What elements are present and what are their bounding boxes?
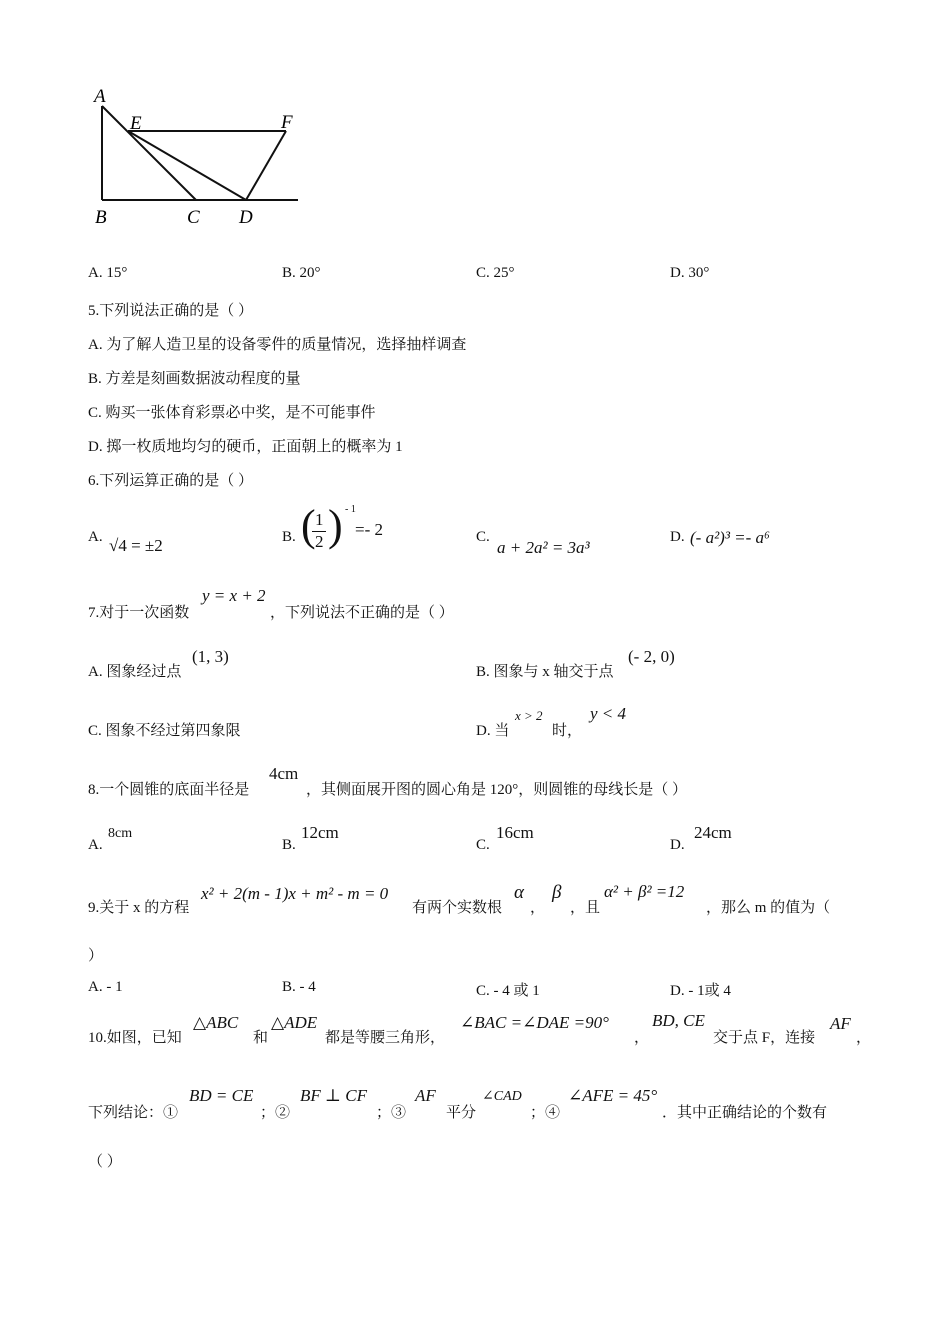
label-b: B — [95, 207, 107, 228]
q10-stem-mid2: 交于点 F，连接 — [713, 1030, 816, 1046]
q8-option-a-value: 8cm — [108, 826, 133, 841]
q7-option-b-point: (- 2, 0) — [628, 647, 675, 666]
q8-option-d-value: 24cm — [694, 823, 732, 842]
q9-option-d: D. - 1或 4 — [670, 983, 731, 999]
q4-option-d: D. 30° — [670, 265, 710, 281]
q5-option-b: B. 方差是刻画数据波动程度的量 — [88, 371, 301, 387]
q6-option-c-label: C. — [476, 529, 490, 545]
q10-angles: ∠BAC =∠DAE =90° — [460, 1013, 609, 1032]
q10-paren: （ ） — [88, 1154, 122, 1170]
q10-lines: BD, CE — [652, 1011, 705, 1030]
q10-comma: ， — [634, 1030, 650, 1046]
q10-af: AF — [830, 1014, 851, 1033]
q7-option-a-point: (1, 3) — [192, 647, 229, 666]
q8-option-c-value: 16cm — [496, 823, 534, 842]
q8-stem-post: ，其侧面展开图的圆心角是 120°，则圆锥的母线长是（ ） — [306, 782, 688, 798]
q10-conclusions-pre: 下列结论：① — [88, 1105, 179, 1121]
q9-alpha: α — [514, 882, 524, 903]
q5-option-d: D. 掷一枚质地均匀的硬币，正面朝上的概率为 1 — [88, 439, 403, 455]
left-paren: ( — [301, 501, 316, 550]
q9-condition: α² + β² =12 — [604, 882, 685, 901]
q8-option-b-label: B. — [282, 837, 296, 853]
q6-option-b-label: B. — [282, 529, 296, 545]
q6-option-d-label: D. — [670, 529, 685, 545]
q8-stem-pre: 8.一个圆锥的底面半径是 — [88, 782, 250, 798]
q9-equation: x² + 2(m - 1)x + m² - m = 0 — [201, 884, 389, 903]
q7-option-c-text: C. 图象不经过第四象限 — [88, 723, 241, 739]
q5-option-a: A. 为了解人造卫星的设备零件的质量情况，选择抽样调查 — [88, 337, 467, 353]
q9-option-b: B. - 4 — [282, 979, 316, 995]
q8-option-a-label: A. — [88, 837, 103, 853]
geometry-figure — [88, 80, 308, 240]
q5-stem: 5.下列说法正确的是（ ） — [88, 303, 254, 319]
right-paren: ) — [328, 501, 343, 550]
q10-sep-3: ；③ — [376, 1105, 407, 1121]
q8-option-d-label: D. — [670, 837, 685, 853]
q9-option-c: C. - 4 或 1 — [476, 983, 540, 999]
q7-option-d-condition: x > 2 — [515, 708, 543, 723]
q10-conclusion-3c: ∠CAD — [482, 1089, 522, 1104]
q8-option-c-label: C. — [476, 837, 490, 853]
q4-option-a: A. 15° — [88, 265, 128, 281]
q10-conclusion-3b: 平分 — [446, 1105, 477, 1121]
segment-fd — [246, 131, 286, 200]
q10-triangle-abc: △ABC — [193, 1013, 239, 1032]
q7-option-b-text: B. 图象与 x 轴交于点 — [476, 664, 614, 680]
b-rhs: =- 2 — [355, 520, 383, 539]
q7-stem-pre: 7.对于一次函数 — [88, 605, 190, 621]
q6-stem: 6.下列运算正确的是（ ） — [88, 473, 254, 489]
fraction-denominator: 2 — [315, 532, 324, 551]
q10-conclusion-4: ∠AFE = 45° — [568, 1086, 658, 1105]
q9-stem-post: ，那么 m 的值为（ — [706, 900, 831, 916]
q7-option-d-result: y < 4 — [590, 704, 627, 723]
q7-option-d-mid: 时， — [552, 723, 583, 739]
q10-conclusion-2: BF ⊥ CF — [300, 1086, 367, 1105]
q10-conclusion-3a: AF — [415, 1086, 436, 1105]
q10-stem-mid: 都是等腰三角形， — [325, 1030, 446, 1046]
q9-stem-end: ） — [88, 948, 104, 964]
q9-comma: ， — [530, 900, 546, 916]
q10-conclusion-1: BD = CE — [189, 1086, 254, 1105]
exponent: - 1 — [345, 504, 356, 515]
label-f: F — [281, 112, 293, 133]
q10-stem-pre: 10.如图，已知 — [88, 1030, 182, 1046]
label-a: A — [94, 86, 106, 107]
q8-option-b-value: 12cm — [301, 823, 339, 842]
q10-sep-2: ；② — [260, 1105, 291, 1121]
q6-option-a-label: A. — [88, 529, 103, 545]
label-e: E — [130, 113, 142, 134]
q6-option-d-math: (- a²)³ =- a⁶ — [690, 528, 770, 547]
q9-stem-pre: 9.关于 x 的方程 — [88, 900, 190, 916]
q7-option-a-text: A. 图象经过点 — [88, 664, 182, 680]
q9-beta: β — [552, 882, 562, 903]
segment-ac — [102, 106, 196, 200]
q7-option-d-text: D. 当 — [476, 723, 510, 739]
q10-sep-4: ；④ — [530, 1105, 561, 1121]
q7-function: y = x + 2 — [202, 586, 266, 605]
q4-option-b: B. 20° — [282, 265, 321, 281]
q9-stem-mid1: 有两个实数根 — [412, 900, 503, 916]
q10-triangle-ade: △ADE — [271, 1013, 318, 1032]
q10-stem-end: ， — [856, 1030, 872, 1046]
label-c: C — [187, 207, 200, 228]
q4-option-c: C. 25° — [476, 265, 515, 281]
q7-stem-post: ，下列说法不正确的是（ ） — [270, 605, 454, 621]
q8-radius: 4cm — [269, 764, 299, 783]
q10-conclusions-post: ．其中正确结论的个数有 — [662, 1105, 828, 1121]
q5-option-c: C. 购买一张体育彩票必中奖，是不可能事件 — [88, 405, 376, 421]
fraction-numerator: 1 — [315, 510, 324, 529]
q10-and: 和 — [253, 1030, 269, 1046]
q6-option-c-math: a + 2a² = 3a³ — [497, 538, 590, 557]
q9-stem-mid2: ，且 — [570, 900, 601, 916]
q9-option-a: A. - 1 — [88, 979, 123, 995]
label-d: D — [239, 207, 253, 228]
q6-option-a-math: √4 = ±2 — [109, 536, 163, 555]
